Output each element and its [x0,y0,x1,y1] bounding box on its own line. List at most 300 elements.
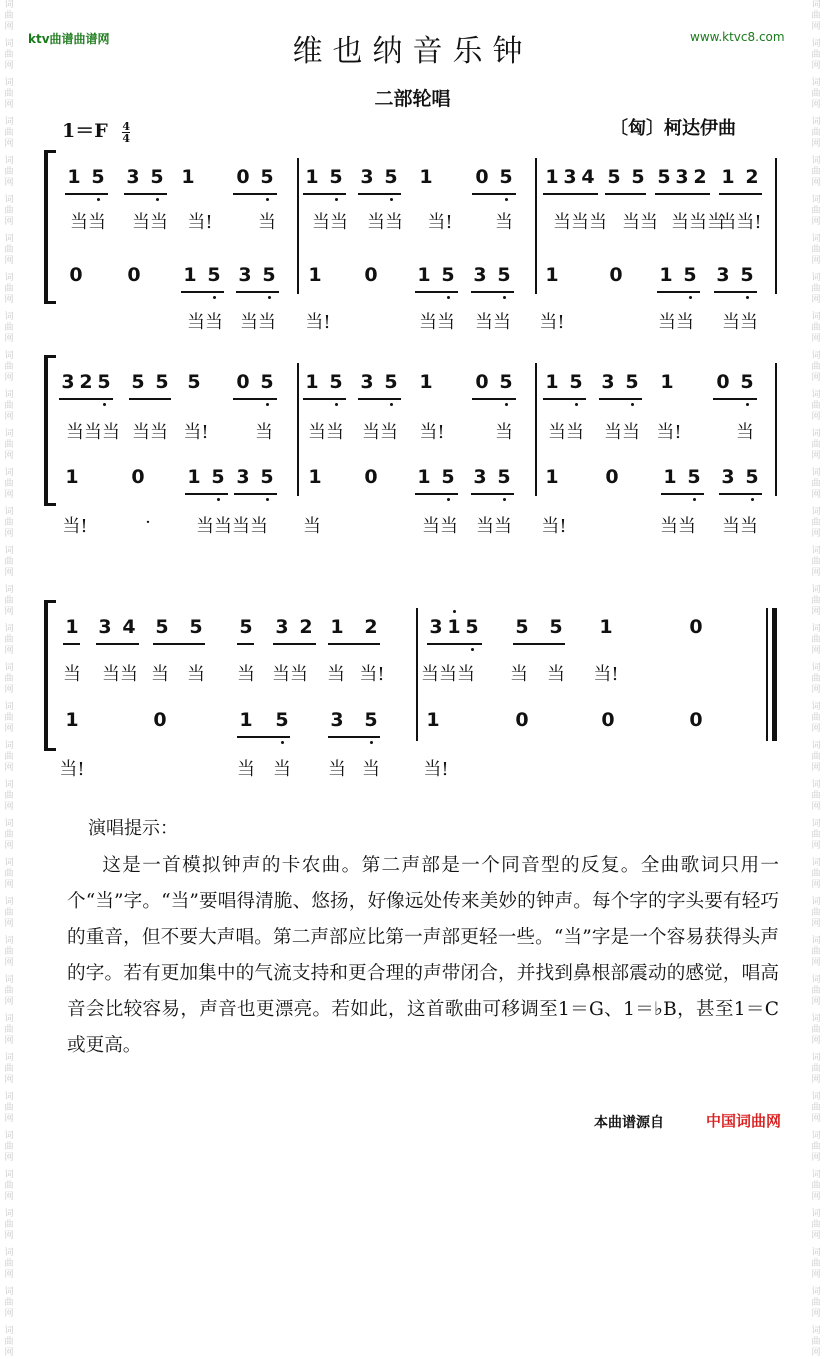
beam-underline [185,493,228,495]
voice2-note: 5 [262,264,276,286]
watermark-glyph: 网 [811,490,821,500]
voice2-note: 3 [330,709,344,731]
watermark-glyph: 曲 [811,713,821,723]
voice2-lyric: 当 [273,759,291,780]
beam-underline [599,398,642,400]
watermark-glyph: 曲 [811,596,821,606]
watermark-glyph: 词 [4,1248,14,1258]
watermark-glyph: 网 [4,529,14,539]
watermark-glyph: 词 [811,936,821,946]
watermark-glyph: 曲 [811,1298,821,1308]
beam-underline [303,193,346,195]
system-bracket [44,600,56,751]
watermark-glyph: 词 [4,663,14,673]
watermark-glyph: 网 [811,841,821,851]
beam-underline [471,291,514,293]
watermark-glyph: 网 [811,1036,821,1046]
watermark-glyph: 曲 [811,947,821,957]
voice1-note: 2 [693,166,707,188]
watermark-glyph: 词 [811,195,821,205]
watermark-glyph: 曲 [811,752,821,762]
voice1-note: 5 [239,616,253,638]
voice2-note: 1 [426,709,440,731]
watermark-glyph: 网 [4,724,14,734]
watermark-glyph: 曲 [811,791,821,801]
voice1-lyric: 当当 [272,664,308,685]
beam-underline [655,193,710,195]
watermark-glyph: 曲 [811,986,821,996]
voice1-note: 2 [79,371,93,393]
voice1-lyric: 当当当 [671,212,725,233]
watermark-glyph: 曲 [4,1142,14,1152]
watermark-glyph: 词 [4,546,14,556]
watermark-glyph: 网 [811,334,821,344]
voice1-note: 5 [625,371,639,393]
watermark-glyph: 词 [811,819,821,829]
voice1-lyric: 当! [427,212,453,233]
beam-underline [415,493,458,495]
beam-underline [96,643,139,645]
watermark-glyph: 词 [811,156,821,166]
octave-dot [281,741,284,744]
watermark-glyph: 网 [811,1153,821,1163]
watermark-glyph: 词 [4,351,14,361]
voice1-note: 4 [122,616,136,638]
octave-dot [447,296,450,299]
voice1-note: 0 [475,371,489,393]
watermark-glyph: 网 [811,1192,821,1202]
watermark-glyph: 网 [4,1075,14,1085]
voice1-note: 4 [581,166,595,188]
watermark-glyph: 曲 [4,908,14,918]
voice2-lyric: 当 [237,759,255,780]
watermark-glyph: 词 [4,897,14,907]
watermark-glyph: 词 [811,1326,821,1336]
voice1-note: 1 [419,371,433,393]
hints-body: 这是一首模拟钟声的卡农曲。第二声部是一个同音型的反复。全曲歌词只用一个“当”字。“当”要唱得清脆、悠扬，好像远处传来美妙的钟声。每个字的字头要有轻巧的重音，但不要大声唱。第二声部应比第一声部更轻一些。“当”字是一个容易获得头声的字。若有更加集中的气流支持和更合理的声带闭合，并找到鼻根部震动的感觉，唱高音会比较容易，声音也更漂亮。若如此，这首歌曲可移调至1＝G、1＝♭B，甚至1＝C 或更高。 [67,855,779,1056]
watermark-glyph: 词 [811,975,821,985]
watermark-glyph: 网 [4,1348,14,1358]
voice2-note: 1 [308,264,322,286]
watermark-glyph: 网 [4,61,14,71]
watermark-glyph: 曲 [811,1337,821,1347]
watermark-glyph: 词 [811,858,821,868]
watermark-glyph: 词 [811,741,821,751]
voice1-note: 0 [689,616,703,638]
watermark-glyph: 曲 [4,50,14,60]
watermark-glyph: 网 [811,1114,821,1124]
voice1-lyric: 当 [495,212,513,233]
beam-underline [714,291,757,293]
watermark-glyph: 曲 [4,557,14,567]
watermark-glyph: 词 [4,819,14,829]
voice1-lyric: 当 [187,664,205,685]
beam-underline [273,643,316,645]
voice2-lyric: 当当 [658,312,694,333]
voice2-note: 5 [275,709,289,731]
footer-source-site: 中国词曲网 [706,1112,782,1130]
watermark-glyph: 词 [811,39,821,49]
voice1-lyric: 当当当 [553,212,607,233]
watermark-glyph: 曲 [811,908,821,918]
watermark-glyph: 网 [4,373,14,383]
watermark-glyph: 曲 [4,323,14,333]
watermark-glyph: 词 [811,1014,821,1024]
watermark-glyph: 网 [811,373,821,383]
watermark-glyph: 曲 [4,947,14,957]
octave-dot [505,403,508,406]
bar-line [416,608,418,741]
watermark-glyph: 网 [4,607,14,617]
watermark-glyph: 网 [811,958,821,968]
voice2-note: 0 [127,264,141,286]
voice2-lyric: 当 [303,516,321,537]
voice1-lyric: 当 [736,422,754,443]
voice1-note: 5 [549,616,563,638]
watermark-glyph: 网 [811,295,821,305]
voice1-note: 0 [475,166,489,188]
voice1-lyric: 当当! [718,212,762,233]
watermark-glyph: 曲 [811,1181,821,1191]
watermark-glyph: 网 [811,451,821,461]
watermark-glyph: 曲 [4,1103,14,1113]
voice2-lyric: 当! [541,516,567,537]
voice2-note: 0 [153,709,167,731]
watermark-glyph: 网 [811,724,821,734]
watermark-glyph: 词 [811,117,821,127]
watermark-glyph: 词 [4,780,14,790]
watermark-glyph: 词 [4,117,14,127]
octave-dot [689,296,692,299]
beam-underline [719,493,762,495]
voice1-note: 1 [419,166,433,188]
octave-dot [266,498,269,501]
voice2-lyric: 当当 [475,312,511,333]
watermark-glyph: 曲 [4,1259,14,1269]
voice1-note: 5 [155,371,169,393]
watermark-glyph: 曲 [811,50,821,60]
voice2-note: 5 [497,264,511,286]
octave-dot [447,498,450,501]
watermark-glyph: 曲 [811,128,821,138]
octave-dot [751,498,754,501]
octave-dot [471,648,474,651]
voice1-note: 5 [187,371,201,393]
voice2-note: 0 [609,264,623,286]
watermark-glyph: 词 [4,156,14,166]
voice1-note: 3 [563,166,577,188]
key-label: 1＝F [62,120,108,142]
beam-underline [237,643,254,645]
voice1-lyric: 当! [656,422,682,443]
octave-dot [266,198,269,201]
song-title: 维也纳音乐钟 [292,34,533,69]
watermark-glyph: 词 [4,234,14,244]
watermark-glyph: 词 [811,585,821,595]
beam-underline [472,193,516,195]
voice1-note: 0 [236,371,250,393]
watermark-glyph: 网 [811,997,821,1007]
watermark-glyph: 词 [4,468,14,478]
watermark-glyph: 网 [4,1114,14,1124]
beam-underline [233,193,277,195]
watermark-glyph: 网 [811,607,821,617]
watermark-glyph: 网 [811,1075,821,1085]
watermark-glyph: 曲 [4,986,14,996]
voice2-lyric: 当 [362,759,380,780]
voice1-lyric: 当! [359,664,385,685]
beam-underline [472,398,516,400]
voice2-note: 1 [65,709,79,731]
voice2-lyric: 当当 [722,516,758,537]
voice1-note: 5 [499,166,513,188]
voice2-note: 3 [473,264,487,286]
watermark-glyph: 曲 [811,284,821,294]
voice1-note: 0 [716,371,730,393]
voice1-note: 2 [745,166,759,188]
voice1-note: 3 [275,616,289,638]
watermark-glyph: 词 [4,936,14,946]
watermark-glyph: 词 [811,273,821,283]
watermark-glyph: 网 [4,646,14,656]
voice2-note: 3 [473,466,487,488]
watermark-glyph: 网 [4,880,14,890]
voice1-note: 3 [61,371,75,393]
watermark-glyph: 曲 [4,440,14,450]
watermark-glyph: 网 [4,178,14,188]
beam-underline [237,736,290,738]
watermark-glyph: 曲 [811,440,821,450]
voice1-lyric: 当当当 [421,664,475,685]
watermark-glyph: 词 [811,702,821,712]
octave-dot [97,198,100,201]
voice1-note: 3 [601,371,615,393]
voice1-note: 1 [447,616,461,638]
system-bracket [44,150,56,304]
voice1-lyric: 当当 [308,422,344,443]
voice1-note: 1 [599,616,613,638]
watermark-glyph: 网 [811,100,821,110]
voice1-note: 5 [97,371,111,393]
voice1-lyric: 当 [495,422,513,443]
watermark-glyph: 曲 [4,713,14,723]
watermark-right-site: www.ktvc8.com [690,30,785,44]
voice1-note: 0 [236,166,250,188]
voice1-note: 3 [429,616,443,638]
watermark-glyph: 曲 [811,1259,821,1269]
voice2-note: 0 [131,466,145,488]
watermark-glyph: 曲 [4,1337,14,1347]
watermark-glyph: 曲 [811,635,821,645]
watermark-glyph: 词 [4,78,14,88]
octave-dot [453,610,456,613]
voice2-note: 5 [497,466,511,488]
voice1-lyric: 当当 [312,212,348,233]
watermark-glyph: 词 [811,0,821,10]
watermark-glyph: 网 [4,139,14,149]
voice1-note: 1 [660,371,674,393]
watermark-glyph: 网 [4,22,14,32]
watermark-glyph: 网 [4,334,14,344]
beam-underline [328,643,380,645]
voice1-note: 3 [98,616,112,638]
watermark-glyph: 词 [811,312,821,322]
voice2-lyric: 当! [62,516,88,537]
watermark-glyph: 曲 [4,11,14,21]
watermark-glyph: 曲 [4,284,14,294]
watermark-glyph: 词 [811,1209,821,1219]
voice2-note: 1 [659,264,673,286]
watermark-glyph: 网 [4,1153,14,1163]
watermark-glyph: 曲 [811,518,821,528]
octave-dot [390,403,393,406]
watermark-glyph: 曲 [811,1103,821,1113]
watermark-glyph: 网 [4,919,14,929]
voice1-lyric: 当 [255,422,273,443]
voice1-note: 3 [360,371,374,393]
key-signature [62,116,130,144]
watermark-glyph: 词 [811,1170,821,1180]
voice1-lyric: 当当 [604,422,640,443]
watermark-glyph: 网 [811,1270,821,1280]
beam-underline [513,643,565,645]
watermark-glyph: 网 [811,139,821,149]
voice2-note: 1 [545,466,559,488]
voice2-note: 3 [238,264,252,286]
voice2-note: 5 [683,264,697,286]
watermark-glyph: 网 [4,100,14,110]
bar-line [297,158,299,294]
beam-underline [543,398,586,400]
watermark-glyph: 网 [4,1309,14,1319]
bar-line [297,363,299,496]
beam-underline [303,398,346,400]
octave-dot [631,403,634,406]
voice2-lyric: 当当 [240,312,276,333]
voice1-note: 1 [65,616,79,638]
voice2-note: 1 [239,709,253,731]
watermark-glyph: 网 [811,919,821,929]
voice1-lyric: 当! [419,422,445,443]
beam-underline [543,193,598,195]
voice2-lyric: 当当 [187,312,223,333]
voice1-lyric: 当 [510,664,528,685]
beam-underline [181,291,224,293]
voice2-note: 5 [211,466,225,488]
watermark-glyph: 网 [811,529,821,539]
voice2-lyric: 当! [423,759,449,780]
bar-line [535,158,537,294]
octave-dot [370,741,373,744]
watermark-glyph: 词 [4,1092,14,1102]
watermark-glyph: 词 [811,780,821,790]
voice1-note: 1 [721,166,735,188]
beam-underline [59,398,113,400]
octave-dot [217,498,220,501]
octave-dot [746,296,749,299]
watermark-glyph: 词 [4,195,14,205]
watermark-glyph: 网 [4,1192,14,1202]
voice2-note: 5 [441,264,455,286]
watermark-glyph: 网 [4,763,14,773]
watermark-glyph: 网 [811,646,821,656]
watermark-glyph: 词 [4,1053,14,1063]
watermark-glyph: 曲 [4,869,14,879]
voice2-lyric: 当当 [660,516,696,537]
voice1-lyric: 当当 [362,422,398,443]
voice2-note: 1 [545,264,559,286]
watermark-glyph: 词 [811,351,821,361]
voice2-lyric: 当! [59,759,85,780]
voice2-lyric: 当当 [419,312,455,333]
watermark-glyph: 曲 [4,362,14,372]
voice2-note: 0 [69,264,83,286]
octave-dot [746,403,749,406]
voice2-lyric: 当当当当 [196,516,268,537]
voice2-note: 1 [417,466,431,488]
watermark-glyph: 曲 [4,128,14,138]
watermark-glyph: 曲 [4,245,14,255]
watermark-glyph: 曲 [811,362,821,372]
watermark-glyph: 曲 [811,1142,821,1152]
voice2-note: 3 [716,264,730,286]
watermark-left-site: ktv曲谱曲谱网 [28,32,110,46]
beam-underline [358,398,401,400]
voice1-note: 5 [91,166,105,188]
watermark-glyph: 词 [4,702,14,712]
watermark-glyph: 网 [811,1348,821,1358]
watermark-glyph: 网 [4,451,14,461]
voice2-lyric: 当当 [422,516,458,537]
watermark-glyph: 词 [4,741,14,751]
watermark-glyph: 网 [4,568,14,578]
watermark-glyph: 词 [4,429,14,439]
watermark-glyph: 网 [811,763,821,773]
watermark-glyph: 网 [4,841,14,851]
octave-dot [213,296,216,299]
voice1-note: 3 [360,166,374,188]
beam-underline [358,193,401,195]
watermark-glyph: 网 [4,802,14,812]
beam-underline [233,398,277,400]
hints-title: 演唱提示： [88,818,178,839]
watermark-glyph: 网 [811,178,821,188]
beam-underline [129,398,171,400]
watermark-glyph: 网 [4,997,14,1007]
watermark-glyph: 曲 [811,1064,821,1074]
watermark-glyph: 词 [811,624,821,634]
watermark-glyph: 曲 [811,830,821,840]
beam-underline [124,193,167,195]
watermark-glyph: 词 [811,234,821,244]
voice1-note: 2 [364,616,378,638]
watermark-glyph: 曲 [811,479,821,489]
footer-source-label: 本曲谱源自 [594,1115,664,1131]
beam-underline [605,193,646,195]
left-watermark-strip [0,0,18,1358]
voice2-note: 3 [721,466,735,488]
voice1-note: 5 [465,616,479,638]
watermark-glyph: 词 [811,1131,821,1141]
watermark-glyph: 词 [4,1131,14,1141]
watermark-glyph: 词 [4,975,14,985]
voice2-note: 1 [663,466,677,488]
octave-dot [505,198,508,201]
watermark-glyph: 词 [4,312,14,322]
watermark-glyph: 网 [811,22,821,32]
watermark-glyph: 词 [811,546,821,556]
octave-dot [503,498,506,501]
